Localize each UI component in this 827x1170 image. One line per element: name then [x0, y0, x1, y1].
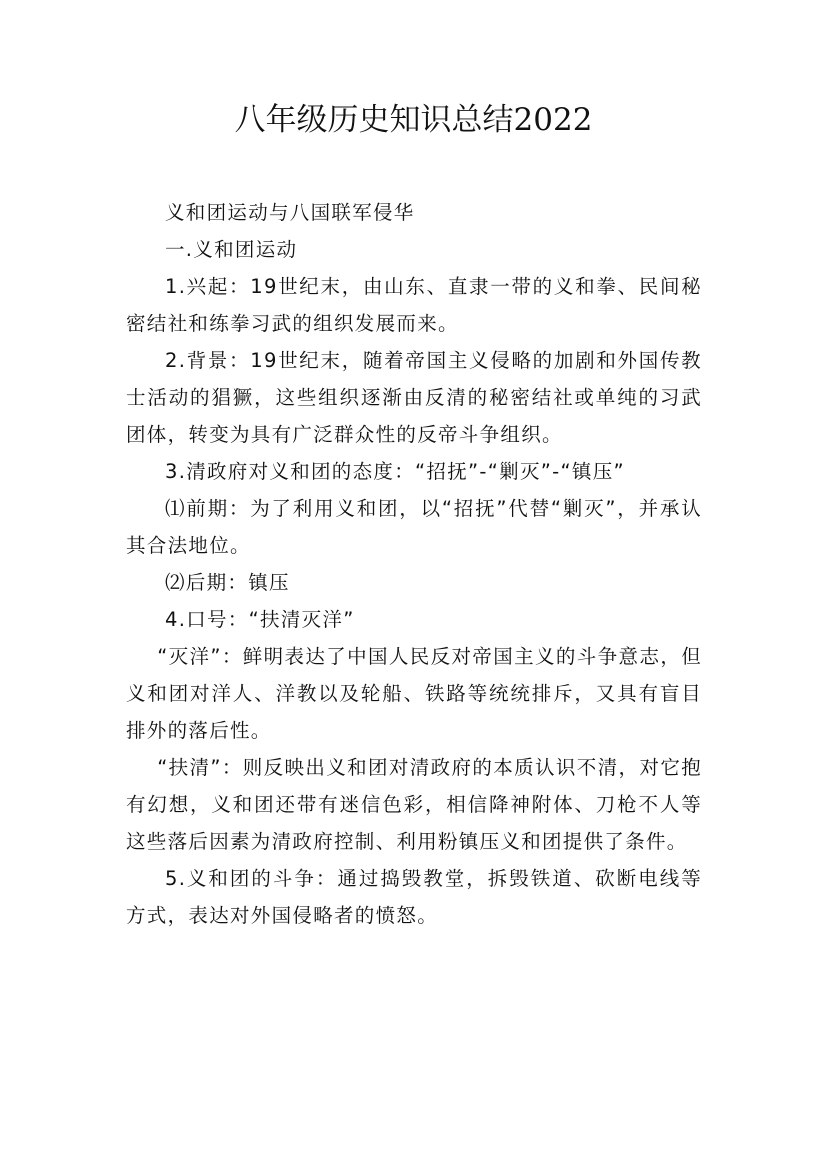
- paragraph-background: 2.背景：19世纪末，随着帝国主义侵略的加剧和外国传教士活动的猖獗，这些组织逐渐由反清的秘密结社或单纯的习武团体，转变为具有广泛群众性的反帝斗争组织。: [126, 349, 702, 446]
- document-body: [126, 194, 702, 934]
- paragraph-early-period: ⑴前期：为了利用义和团，以“招抚”代替“剿灭”，并承认其合法地位。: [126, 497, 702, 557]
- paragraph-slogan: 4.口号：“扶清灭洋”: [165, 608, 355, 631]
- subsection-heading: 一.义和团运动: [165, 238, 298, 261]
- section-heading: 义和团运动与八国联军侵华: [165, 201, 415, 224]
- paragraph-late-period: ⑵后期：镇压: [165, 571, 290, 594]
- paragraph-qing-attitude: 3.清政府对义和团的态度：“招抚”-“剿灭”-“镇压”: [165, 460, 625, 483]
- paragraph-struggle: 5.义和团的斗争：通过捣毁教堂，拆毁铁道、砍断电线等方式，表达对外国侵略者的愤怒。: [126, 867, 702, 927]
- paragraph-fuqing: “扶清”：则反映出义和团对清政府的本质认识不清，对它抱有幻想，义和团还带有迷信色彩，相信降神附体、刀枪不人等这些落后因素为清政府控制、利用粉镇压义和团提供了条件。: [126, 756, 702, 853]
- paragraph-rise: 1.兴起：19世纪末，由山东、直隶一带的义和拳、民间秘密结社和练拳习武的组织发展而来。: [126, 275, 702, 335]
- paragraph-mieyang: “灭洋”：鲜明表达了中国人民反对帝国主义的斗争意志，但义和团对洋人、洋教以及轮船、铁路等统统排斥，又具有盲目排外的落后性。: [126, 645, 702, 742]
- document-title: 八年级历史知识总结2022: [234, 102, 593, 138]
